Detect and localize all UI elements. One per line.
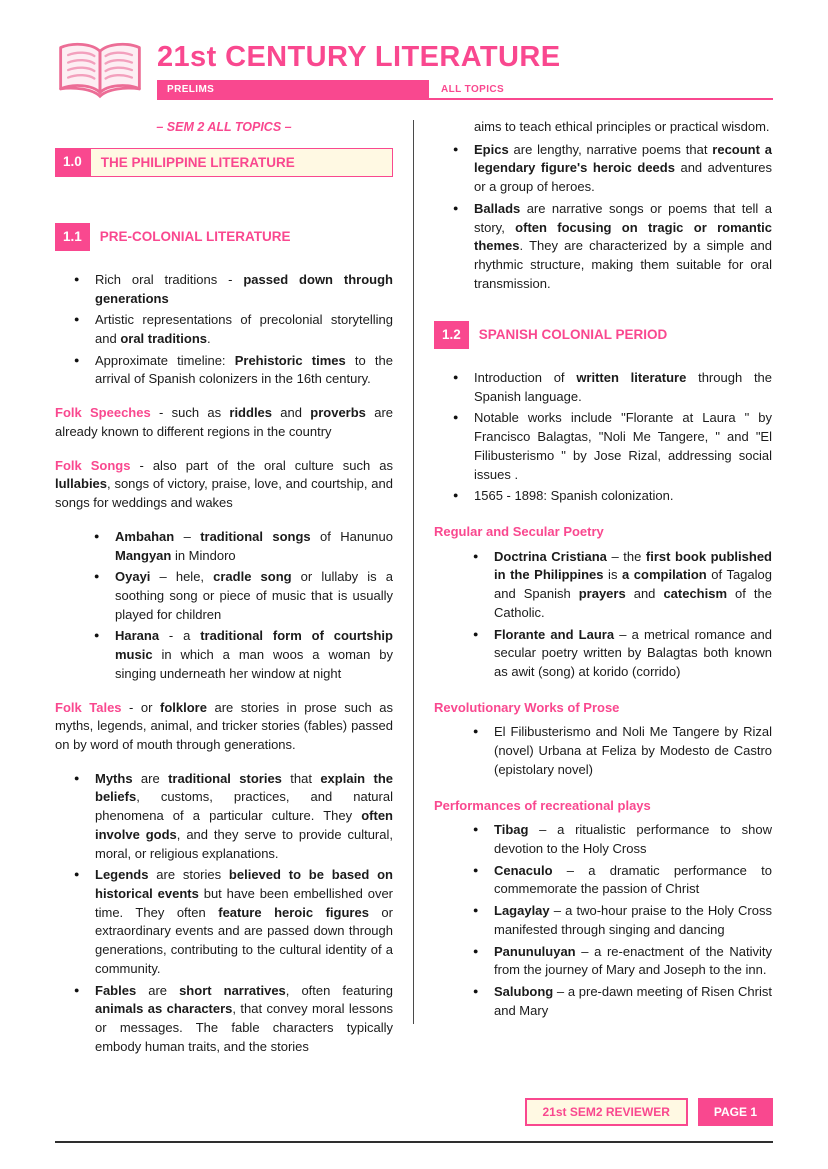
- continuation-paragraph: [434, 118, 772, 137]
- bold-term: explain the beliefs: [95, 770, 393, 805]
- bold-term: Cenaculo: [494, 862, 553, 878]
- header-tabs: [157, 80, 773, 100]
- bold-term: Lagaylay: [494, 903, 550, 919]
- highlight-term: Folk Speeches: [55, 405, 151, 421]
- bold-term: Harana: [115, 628, 160, 644]
- text-run: are narrative songs or poems that tell a story,: [474, 200, 772, 235]
- text-run: Rich oral traditions -: [95, 271, 244, 287]
- section-number: 1.0: [55, 148, 90, 177]
- highlight-term: Regular and Secular Poetry: [434, 523, 604, 539]
- highlight-term: Folk Tales: [55, 699, 122, 715]
- bullet-item: [95, 352, 393, 389]
- section-number: 1.2: [434, 321, 469, 348]
- bullet-item: [95, 866, 393, 978]
- text-run: of Tagalog and Spanish: [494, 567, 772, 602]
- bold-term: Epics: [474, 141, 509, 157]
- bold-term: Tibag: [494, 822, 529, 838]
- bold-term: Mangyan: [115, 547, 172, 563]
- text-run: – hele,: [150, 569, 214, 585]
- bullet-item: [494, 943, 772, 980]
- bullet-item: [494, 723, 772, 779]
- bold-term: oral traditions: [120, 331, 207, 347]
- bold-term: lullabies: [55, 476, 108, 492]
- sub-heading: [434, 797, 772, 816]
- text-run: and: [272, 405, 311, 421]
- bullet-item: [95, 770, 393, 864]
- bold-term: Doctrina Cristiana: [494, 548, 607, 564]
- section-header: [434, 321, 772, 348]
- section-title: THE PHILIPPINE LITERATURE: [90, 148, 393, 177]
- paragraph: [55, 699, 393, 755]
- bullet-list: [434, 369, 772, 506]
- text-run: – a re-enactment of the Nativity from the journey of Mary and Joseph to the inn.: [494, 943, 772, 978]
- bullet-item: [115, 627, 393, 683]
- text-run: Notable works include "Florante at Laura " by Francisco Balagtas, "Noli Me Tangere, " and "El Filibusterismo " by Jose Rizal, addressing social issues .: [474, 410, 772, 482]
- bullet-list: [55, 528, 393, 684]
- bullet-item: [474, 487, 772, 506]
- bullet-item: [95, 271, 393, 308]
- sub-heading: [434, 699, 772, 718]
- bold-term: Legends: [95, 867, 149, 883]
- text-run: or extraordinary events and are passed down through generations, contributing to the cultural identity of a community.: [95, 904, 393, 976]
- bold-term: folklore: [159, 699, 207, 715]
- bold-term: prayers: [578, 586, 626, 602]
- bold-term: traditional stories: [168, 770, 282, 786]
- text-run: of the Catholic.: [494, 586, 772, 620]
- reviewer-badge: 21st SEM2 REVIEWER: [525, 1098, 688, 1126]
- text-run: – a ritualistic performance to show devotion to the Holy Cross: [494, 822, 772, 856]
- paragraph: [55, 404, 393, 441]
- sub-heading: [434, 523, 772, 542]
- sem-topics-note: [55, 118, 393, 136]
- text-run: – a pre-dawn meeting of Risen Christ and Mary: [494, 984, 772, 1018]
- bullet-item: [474, 369, 772, 406]
- tab-prelims: PRELIMS: [157, 80, 429, 100]
- text-run: aims to teach ethical principles or practical wisdom.: [474, 119, 770, 134]
- bold-term: Oyayi: [115, 569, 151, 585]
- bold-term: catechism: [663, 586, 728, 602]
- header-title-block: [157, 40, 773, 100]
- bullet-list: [55, 770, 393, 1057]
- bullet-item: [474, 200, 772, 294]
- footer-badges: [55, 1098, 773, 1126]
- bullet-item: [494, 821, 772, 858]
- column-divider: [413, 120, 414, 1024]
- text-run: , often featuring: [285, 982, 393, 998]
- left-column: [55, 118, 395, 1084]
- text-run: - also part of the oral culture such as: [130, 457, 393, 473]
- text-run: .: [207, 331, 211, 347]
- text-run: –: [174, 528, 201, 544]
- text-run: and: [625, 586, 664, 602]
- document-header: [55, 40, 773, 102]
- text-run: in which a man woos a woman by singing underneath her window at night: [115, 647, 393, 681]
- text-run: , songs of victory, praise, love, and courtship, and songs for weddings and wakes: [55, 476, 393, 511]
- text-run: are: [132, 770, 169, 786]
- bullet-list: [434, 141, 772, 294]
- text-run: – a two-hour praise to the Holy Cross manifested through singing and dancing: [494, 903, 772, 937]
- bold-term: first book published in the Philippines: [494, 548, 772, 583]
- bold-term: passed down through generations: [95, 271, 393, 306]
- section-header: [55, 223, 393, 250]
- section-title: SPANISH COLONIAL PERIOD: [478, 327, 668, 343]
- bold-term: Ambahan: [115, 528, 175, 544]
- bullet-list: [55, 271, 393, 389]
- text-run: - or: [121, 699, 160, 715]
- text-run: through the Spanish language.: [474, 369, 773, 404]
- text-run: or lullaby is a soothing song or piece of music that is usually played for children: [115, 569, 393, 622]
- text-run: Artistic representations of precolonial storytelling and: [95, 312, 393, 347]
- bold-term: feature heroic figures: [218, 904, 369, 920]
- bullet-item: [494, 626, 772, 682]
- bullet-item: [474, 141, 772, 197]
- bold-term: short narratives: [179, 982, 286, 998]
- paragraph: [55, 457, 393, 513]
- footer-divider-line: [55, 1141, 773, 1143]
- bold-term: Florante and Laura: [494, 626, 615, 642]
- text-run: El Filibusterismo and Noli Me Tangere by Rizal (novel) Urbana at Feliza by Modesto de Castro (epistolary novel): [494, 724, 772, 777]
- text-run: of Hanunuo: [310, 528, 393, 544]
- bullet-item: [115, 568, 393, 624]
- text-run: – the: [606, 548, 646, 564]
- bold-term: a compilation: [622, 567, 707, 583]
- text-run: in Mindoro: [171, 547, 236, 563]
- text-run: - such as: [150, 405, 230, 421]
- bold-term: Myths: [95, 770, 133, 786]
- text-run: 1565 - 1898: Spanish colonization.: [474, 488, 674, 504]
- bold-term: Ballads: [474, 200, 521, 216]
- page-title: 21st CENTURY LITERATURE: [157, 41, 561, 73]
- section-title: PRE-COLONIAL LITERATURE: [99, 229, 291, 245]
- bold-term: written literature: [576, 369, 687, 385]
- text-run: Approximate timeline:: [95, 352, 235, 368]
- bullet-item: [494, 862, 772, 899]
- highlight-term: – SEM 2 ALL TOPICS –: [156, 120, 292, 134]
- page-footer: [55, 1098, 773, 1143]
- text-run: are already known to different regions in the country: [55, 405, 393, 439]
- open-book-icon: [55, 40, 145, 102]
- bullet-item: [95, 982, 393, 1057]
- text-run: that: [281, 770, 321, 786]
- bullet-list: [434, 723, 772, 779]
- right-column: [432, 118, 772, 1084]
- text-run: , and they serve to provide cultural, moral, or religious explanations.: [95, 826, 393, 861]
- bold-term: traditional songs: [200, 528, 311, 544]
- highlight-term: Folk Songs: [55, 457, 131, 473]
- text-run: , that convey moral lessons or messages. The fable characters typically embody human traits, and the stories: [95, 1001, 393, 1054]
- bold-term: often focusing on tragic or romantic themes: [474, 219, 772, 254]
- bold-term: Fables: [95, 982, 137, 998]
- bold-term: believed to be based on historical events: [95, 867, 393, 901]
- bullet-list: [434, 821, 772, 1020]
- text-run: but have been embellished over time. They often: [95, 886, 393, 920]
- highlight-term: Performances of recreational plays: [434, 797, 651, 813]
- bold-term: riddles: [229, 405, 273, 421]
- text-run: and adventures or a group of heroes.: [474, 160, 772, 195]
- bullet-item: [494, 548, 772, 623]
- bold-term: cradle song: [213, 569, 292, 585]
- text-run: are stories in prose such as myths, legends, animal, and tricker stories (fables) passed on by word of mouth through generations.: [55, 699, 393, 752]
- bold-term: traditional form of courtship music: [115, 628, 393, 663]
- section-number: 1.1: [55, 223, 90, 250]
- highlight-term: Revolutionary Works of Prose: [434, 699, 620, 715]
- text-run: . They are characterized by a simple and rhythmic structure, making them suitable for oral transmission.: [474, 238, 772, 291]
- text-run: , customs, practices, and natural phenomena of a particular culture. They: [95, 789, 393, 824]
- bullet-list: [434, 548, 772, 682]
- text-run: Introduction of: [474, 369, 577, 385]
- bullet-item: [494, 983, 772, 1020]
- bullet-item: [115, 528, 393, 565]
- bold-term: Prehistoric times: [234, 352, 346, 368]
- text-run: - a: [159, 628, 201, 644]
- bold-term: Salubong: [494, 984, 554, 1000]
- text-run: – a dramatic performance to commemorate the passion of Christ: [494, 862, 772, 897]
- text-run: are lengthy, narrative poems that: [508, 141, 713, 157]
- bullet-item: [494, 902, 772, 939]
- bold-term: often involve gods: [95, 808, 393, 842]
- bullet-item: [95, 311, 393, 348]
- bold-term: proverbs: [310, 405, 366, 421]
- content-columns: [55, 118, 773, 1084]
- text-run: are stories: [148, 867, 229, 883]
- section-header: [55, 148, 393, 177]
- text-run: to the arrival of Spanish colonizers in the 16th century.: [95, 352, 393, 387]
- bullet-item: [474, 409, 772, 484]
- tab-all-topics: ALL TOPICS: [429, 80, 773, 100]
- bold-term: recount a legendary figure's heroic deeds: [474, 141, 773, 176]
- page-number-badge: PAGE 1: [698, 1098, 773, 1126]
- text-run: – a metrical romance and secular poetry written by Balagtas both known as awit (song) at korido (corrido): [494, 626, 772, 679]
- bold-term: Panunuluyan: [494, 943, 576, 959]
- text-run: is: [603, 567, 622, 583]
- text-run: are: [136, 982, 180, 998]
- bold-term: animals as characters: [95, 1001, 233, 1017]
